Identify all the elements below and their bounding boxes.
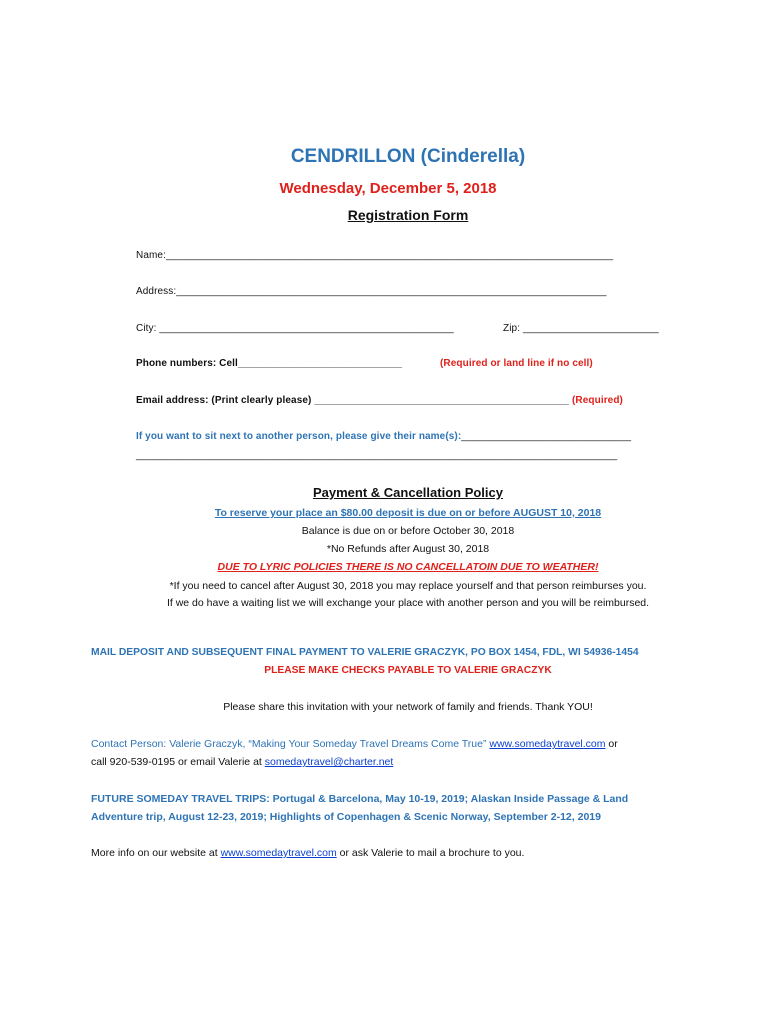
email-field-line[interactable]	[136, 395, 623, 406]
zip-field-line[interactable]: Zip: ________________________	[503, 323, 659, 334]
email-link[interactable]: somedaytravel@charter.net	[264, 756, 394, 768]
contact-or: or	[605, 738, 618, 750]
more-info-line	[91, 847, 524, 859]
more-info-suffix: or ask Valerie to mail a brochure to you.	[336, 847, 525, 859]
city-field-line[interactable]: City: ____________________________________________________	[136, 323, 454, 334]
contact-phone-text: call 920-539-0195 or email Valerie at	[91, 756, 265, 768]
contact-line-1	[91, 738, 618, 750]
more-info-prefix: More info on our website at	[91, 847, 221, 859]
phone-field-line[interactable]	[136, 358, 402, 369]
event-title: CENDRILLON (Cinderella)	[290, 146, 526, 167]
website-link[interactable]: www.somedaytravel.com	[489, 738, 606, 750]
seat-companion-field-line[interactable]	[136, 431, 631, 442]
form-title: Registration Form	[347, 207, 469, 223]
seat-companion-line-2[interactable]: _____________________________________________________________________________________	[136, 450, 618, 461]
seat-companion-label: If you want to sit next to another person, please give their name(s):	[136, 431, 462, 442]
cancel-line-1: *If you need to cancel after August 30, 2018 you may replace yourself and that person reimburses you.	[169, 580, 647, 592]
policy-title: Payment & Cancellation Policy	[312, 485, 503, 500]
checks-payable-line: PLEASE MAKE CHECKS PAYABLE TO VALERIE GRACZYK	[264, 665, 552, 676]
future-trips-label: FUTURE SOMEDAY TRAVEL TRIPS:	[91, 793, 270, 805]
contact-person: Contact Person: Valerie Graczyk,	[91, 738, 246, 750]
name-field-line[interactable]: Name:_______________________________________________________________________________	[136, 250, 614, 261]
balance-line: Balance is due on or before October 30, 2018	[301, 525, 515, 537]
contact-slogan: “Making Your Someday Travel Dreams Come True”	[245, 738, 490, 750]
lyric-policy-line: DUE TO LYRIC POLICIES THERE IS NO CANCELLATOIN DUE TO WEATHER!	[217, 561, 599, 573]
future-trips-text: Portugal & Barcelona, May 10-19, 2019; Alaskan Inside Passage & Land	[269, 793, 629, 805]
address-field-line[interactable]: Address:____________________________________________________________________________	[136, 286, 607, 297]
contact-line-2	[91, 756, 393, 768]
email-required-note: (Required)	[571, 395, 623, 406]
no-refunds-line: *No Refunds after August 30, 2018	[326, 543, 490, 555]
mail-deposit-line: MAIL DEPOSIT AND SUBSEQUENT FINAL PAYMENT TO VALERIE GRACZYK, PO BOX 1454, FDL, WI 54936-1454	[91, 647, 639, 658]
deposit-line: To reserve your place an $80.00 deposit is due on or before AUGUST 10, 2018	[214, 507, 602, 519]
seat-companion-blank[interactable]: ______________________________	[461, 431, 632, 442]
email-label: Email address: (Print clearly please) _____________________________________________	[136, 395, 570, 406]
phone-required-note: (Required or land line if no cell)	[440, 358, 593, 369]
future-trips-line-1	[91, 793, 628, 805]
future-trips-line-2: Adventure trip, August 12-23, 2019; Highlights of Copenhagen & Scenic Norway, September 2-12, 2019	[91, 811, 601, 823]
event-date: Wednesday, December 5, 2018	[279, 180, 497, 197]
phone-label: Phone numbers: Cell_____________________________	[136, 358, 403, 369]
share-line: Please share this invitation with your network of family and friends. Thank YOU!	[223, 701, 593, 713]
cancel-line-2: If we do have a waiting list we will exchange your place with another person and you will be reimbursed.	[166, 597, 650, 609]
more-info-website-link[interactable]: www.somedaytravel.com	[220, 847, 337, 859]
